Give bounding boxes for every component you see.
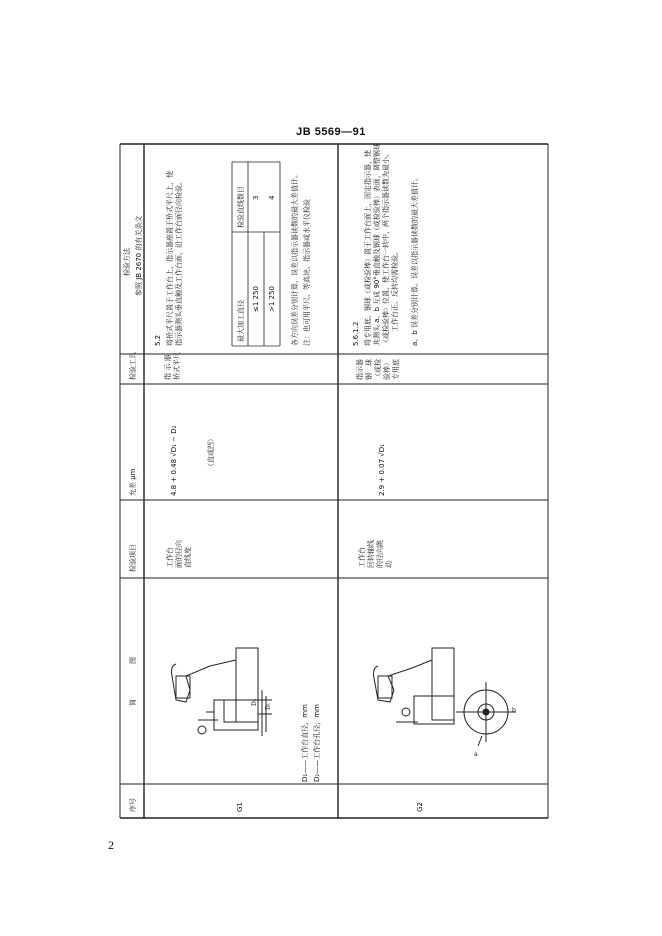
g1-sub-row2-dia: >1 250 xyxy=(268,286,276,312)
svg-text:D₂: D₂ xyxy=(251,698,258,706)
col-header-tools: 检验工具 xyxy=(129,352,137,380)
g1-sub-row1-count: 3 xyxy=(252,195,260,200)
svg-text:a: a xyxy=(474,751,478,758)
g1-tools: 指 示 器 桥式平尺 xyxy=(164,352,181,380)
g1-legend-1: D₁——工作台直径，mm xyxy=(301,704,309,782)
g2-tools: 指示器 钢 球 （或检 验棒） 专用底 xyxy=(356,359,400,380)
document-code: JB 5569—91 xyxy=(296,126,366,138)
g1-sub-row2-count: 4 xyxy=(268,195,276,200)
g1-legend-2: D₂——工作台孔径，mm xyxy=(313,704,321,782)
svg-text:b: b xyxy=(512,707,516,714)
col-header-seq: 序号 xyxy=(129,798,137,812)
g1-machine-drawing xyxy=(172,648,273,736)
g1-method-text: 将桥式平尺置于工作台上，指示器座置于桥式平尺上，使 指示器测头垂直触及工作台面，沿工作台面径向检验。 xyxy=(166,171,183,346)
col-header-tolerance: 允差 μm xyxy=(129,468,137,496)
g1-sub-col1: 最大加工直径 xyxy=(237,300,245,342)
g1-clause: 5.2 xyxy=(154,334,162,346)
g1-tolerance: 4.8 + 0.48 √D₁ − D₂ xyxy=(170,425,178,496)
g2-item: 工作台 回转轴线 的径向跳 动 xyxy=(358,540,393,568)
col-header-item: 检验项目 xyxy=(129,544,137,572)
g2-tolerance: 2.9 + 0.07 √D₁ xyxy=(378,444,386,496)
col-header-method-ref: 参照 JB 2670 的有关条文 xyxy=(135,215,143,296)
g2-clause: 5.6.1.2 xyxy=(352,321,360,346)
g2-method-text: 将专用底、钢球（或检验棒）置于工作台面上，固定指示器，使 其测头 a、b 互成 90°垂直触及钢球（或检验棒）表面，调整钢球 （或检验棒）位置，使工作台一转中，两个指示器读数为最小。 工作台正、反转均需检验。 xyxy=(364,143,399,346)
g2-machine-drawing xyxy=(374,648,517,746)
g1-note-1: 各方向误差分别计算，误差以指示器读数的最大差值计。 xyxy=(291,171,299,346)
g1-sub-row1-dia: ≤1 250 xyxy=(252,286,260,312)
col-header-method-title: 检验方法 xyxy=(123,248,131,276)
g1-sub-col2: 检验直线数目 xyxy=(237,186,245,228)
svg-text:D₁: D₁ xyxy=(265,702,272,710)
g2-note: a、b 误差分别计算。误差以指示器读数的最大差值计。 xyxy=(411,174,419,346)
col-header-figure: 简 图 xyxy=(129,657,137,706)
g1-note-2: 注：也可用平尺、等高块、指示器或水平仪检验 xyxy=(303,199,311,346)
g1-tolerance-note: （直或凹） xyxy=(207,435,215,470)
g1-item: 工作台 面的径向 直线度 xyxy=(166,540,192,568)
g2-seq: G2 xyxy=(416,802,424,812)
g1-seq: G1 xyxy=(236,802,244,812)
page-number: 2 xyxy=(108,838,114,852)
